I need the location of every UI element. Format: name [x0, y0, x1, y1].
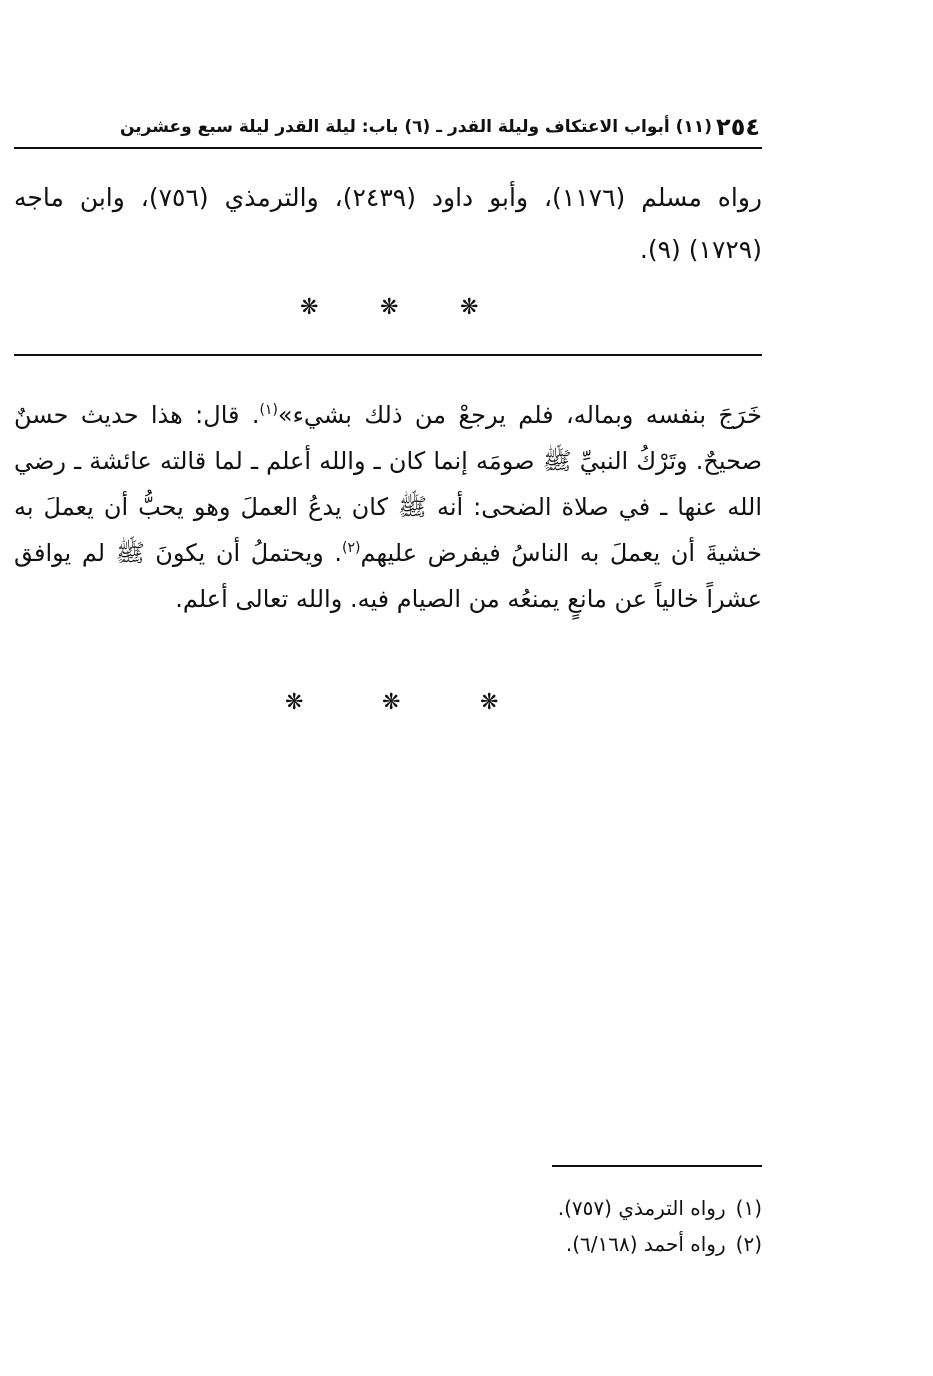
page-number: ٢٥٤ [716, 113, 760, 141]
footnote-marker-1[interactable]: (١) [259, 402, 278, 418]
footnote-marker-2[interactable]: (٢) [342, 540, 361, 556]
section-separator-stars [0, 688, 933, 718]
star-ornament-icon: ❋ [460, 295, 479, 320]
footnote-text: رواه الترمذي (٧٥٧). [557, 1196, 726, 1220]
section-divider [14, 354, 762, 356]
paragraph-text-part2: . قال: هذا حديث حسنٌ صحيحٌ. وتَرْكُ النبيِّ ﷺ صومَه إنما كان ـ والله أعلم ـ لما قالته عائشة ـ رضي الله عنها ـ في صلاة الضحى: أنه ﷺ كان يدعُ العملَ وهو يحبُّ أن يعملَ به خشيةَ أن يعملَ به الناسُ فيفرض عليهم [14, 401, 763, 567]
footnote-number: (٢) [735, 1232, 762, 1256]
footnote-item [400, 1190, 762, 1226]
star-ornament-icon: ❋ [285, 690, 304, 715]
star-ornament-icon: ❋ [380, 295, 399, 320]
section-separator-stars [0, 293, 933, 323]
running-title: (١١) أبواب الاعتكاف وليلة القدر ـ (٦) باب: ليلة القدر ليلة سبع وعشرين [120, 117, 712, 137]
header-divider [14, 147, 762, 149]
star-ornament-icon: ❋ [480, 690, 499, 715]
page-header [120, 110, 760, 144]
footnote-item [400, 1226, 762, 1262]
footnotes [400, 1190, 762, 1262]
footnote-divider [552, 1165, 762, 1167]
star-ornament-icon: ❋ [382, 690, 401, 715]
footnote-text: رواه أحمد (٦/١٦٨). [565, 1232, 726, 1256]
paragraph-text-part3: . ويحتملُ أن يكونَ ﷺ لم يوافق عشراً خالياً عن مانعٍ يمنعُه من الصيام فيه. والله تعالى أعلم. [14, 539, 762, 613]
continued-paragraph: رواه مسلم (١١٧٦)، وأبو داود (٢٤٣٩)، والترمذي (٧٥٦)، وابن ماجه (١٧٢٩) (٩). [14, 183, 762, 264]
paragraph-text-part1: خَرَجَ بنفسه وبماله، فلم يرجعْ من ذلك بشيء» [277, 401, 762, 429]
commentary-paragraph [14, 392, 762, 622]
star-ornament-icon: ❋ [300, 295, 319, 320]
footnote-number: (١) [735, 1196, 762, 1220]
